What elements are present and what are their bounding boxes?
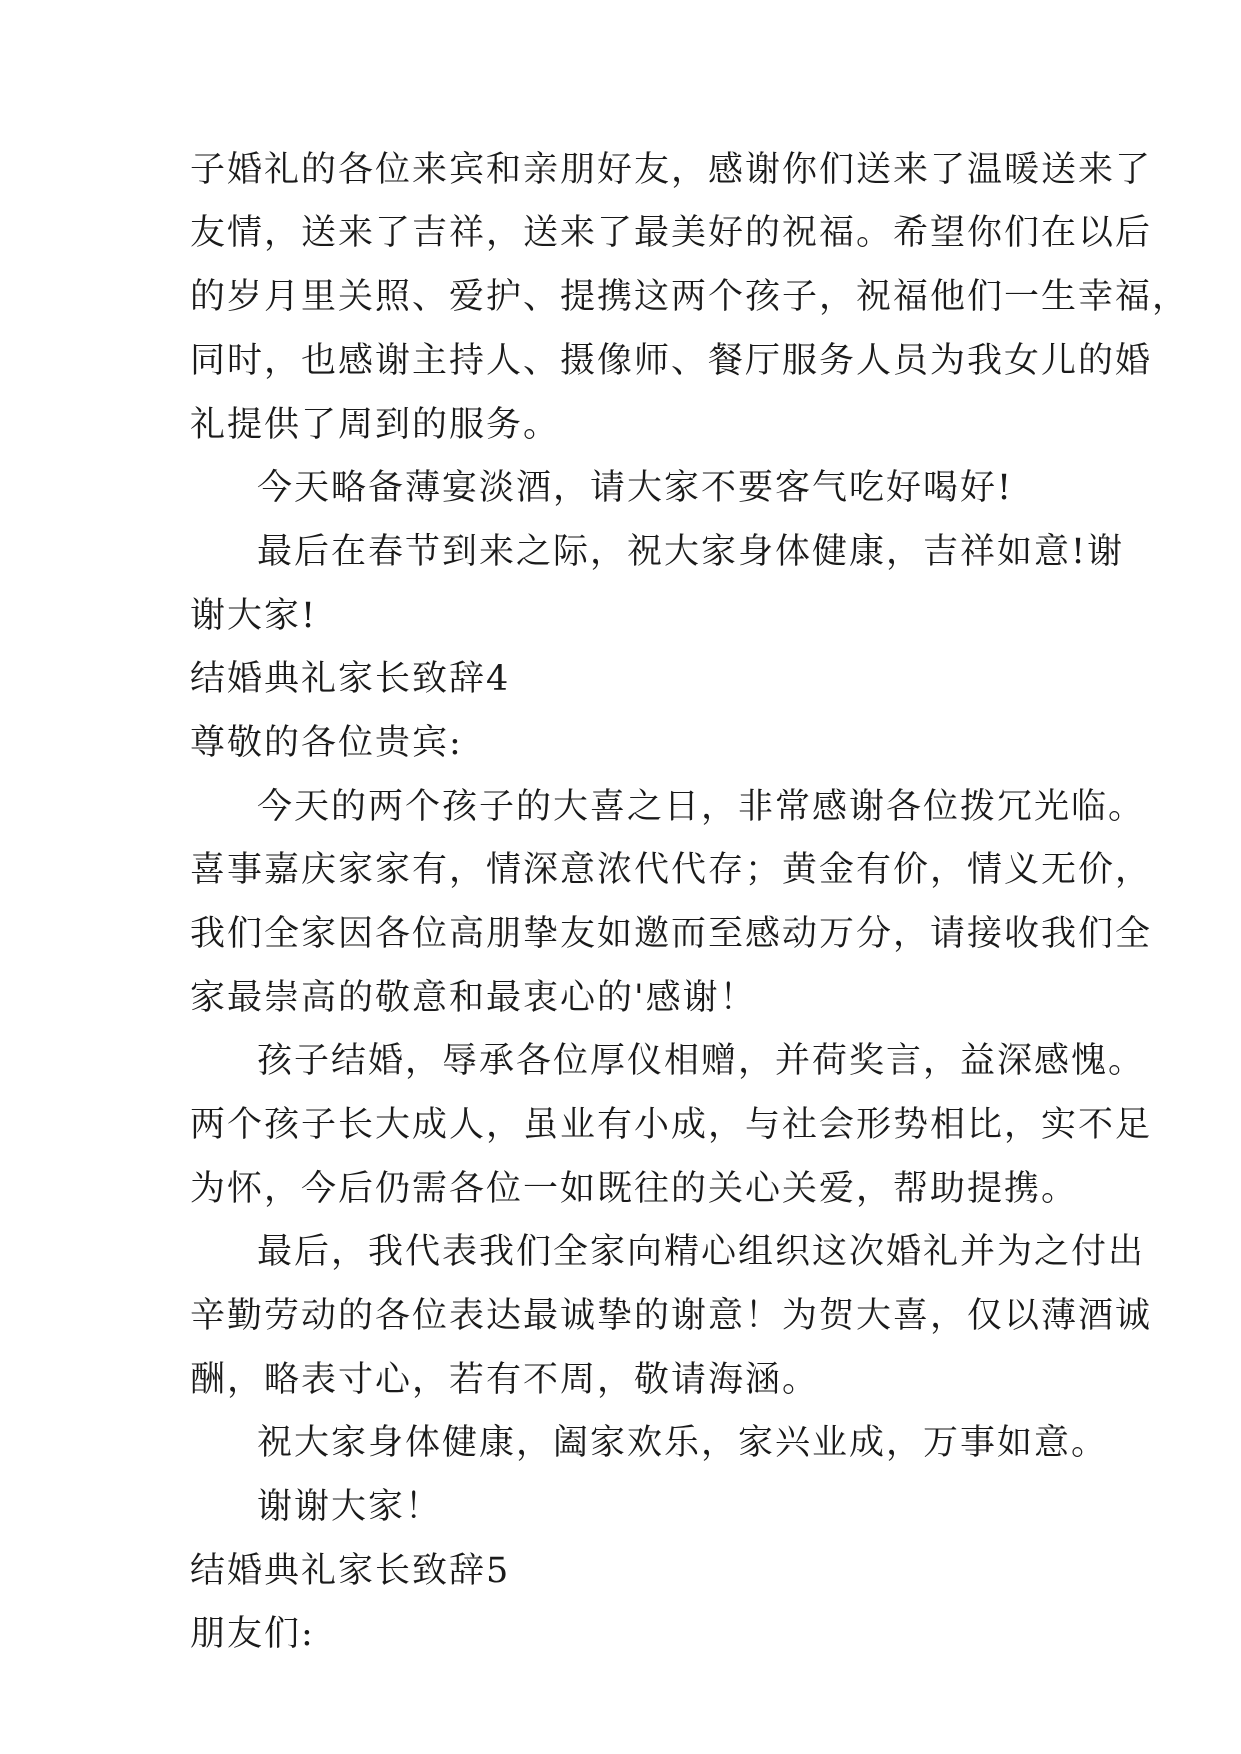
paragraph-line: 酬，略表寸心，若有不周，敬请海涵。 xyxy=(190,1360,820,1400)
paragraph-line: 最后，我代表我们全家向精心组织这次婚礼并为之付出 xyxy=(257,1232,1146,1272)
paragraph-line: 我们全家因各位高朋挚友如邀而至感动万分，请接收我们全 xyxy=(190,914,1153,954)
paragraph-line: 谢谢大家！ xyxy=(257,1487,443,1527)
paragraph-line: 同时，也感谢主持人、摄像师、餐厅服务人员为我女儿的婚 xyxy=(190,341,1153,381)
paragraph-line: 的岁月里关照、爱护、提携这两个孩子，祝福他们一生幸福， xyxy=(190,277,1190,317)
section-heading: 结婚典礼家长致辞5 xyxy=(190,1551,511,1591)
paragraph-line: 辛勤劳动的各位表达最诚挚的谢意！为贺大喜，仅以薄酒诚 xyxy=(190,1296,1153,1336)
paragraph-line: 礼提供了周到的服务。 xyxy=(190,405,561,445)
paragraph-line: 谢大家! xyxy=(190,596,318,636)
salutation: 尊敬的各位贵宾: xyxy=(190,723,463,763)
salutation: 朋友们: xyxy=(190,1614,315,1654)
paragraph-line: 为怀，今后仍需各位一如既往的关心关爱，帮助提携。 xyxy=(190,1169,1079,1209)
paragraph-line: 今天的两个孩子的大喜之日，非常感谢各位拨冗光临。 xyxy=(257,787,1146,827)
paragraph-line: 祝大家身体健康，阖家欢乐，家兴业成，万事如意。 xyxy=(257,1423,1109,1463)
section-heading: 结婚典礼家长致辞4 xyxy=(190,659,511,699)
paragraph-line: 今天略备薄宴淡酒，请大家不要客气吃好喝好! xyxy=(257,468,1014,508)
paragraph-line: 子婚礼的各位来宾和亲朋好友，感谢你们送来了温暖送来了 xyxy=(190,150,1153,190)
paragraph-line: 孩子结婚，辱承各位厚仪相赠，并荷奖言，益深感愧。 xyxy=(257,1041,1146,1081)
paragraph-line: 友情，送来了吉祥，送来了最美好的祝福。希望你们在以后 xyxy=(190,213,1153,253)
paragraph-line: 最后在春节到来之际，祝大家身体健康，吉祥如意!谢 xyxy=(257,532,1125,572)
paragraph-line: 喜事嘉庆家家有，情深意浓代代存；黄金有价，情义无价， xyxy=(190,850,1153,890)
paragraph-line: 家最崇高的敬意和最衷心的'感谢！ xyxy=(190,978,757,1018)
paragraph-line: 两个孩子长大成人，虽业有小成，与社会形势相比，实不足 xyxy=(190,1105,1153,1145)
